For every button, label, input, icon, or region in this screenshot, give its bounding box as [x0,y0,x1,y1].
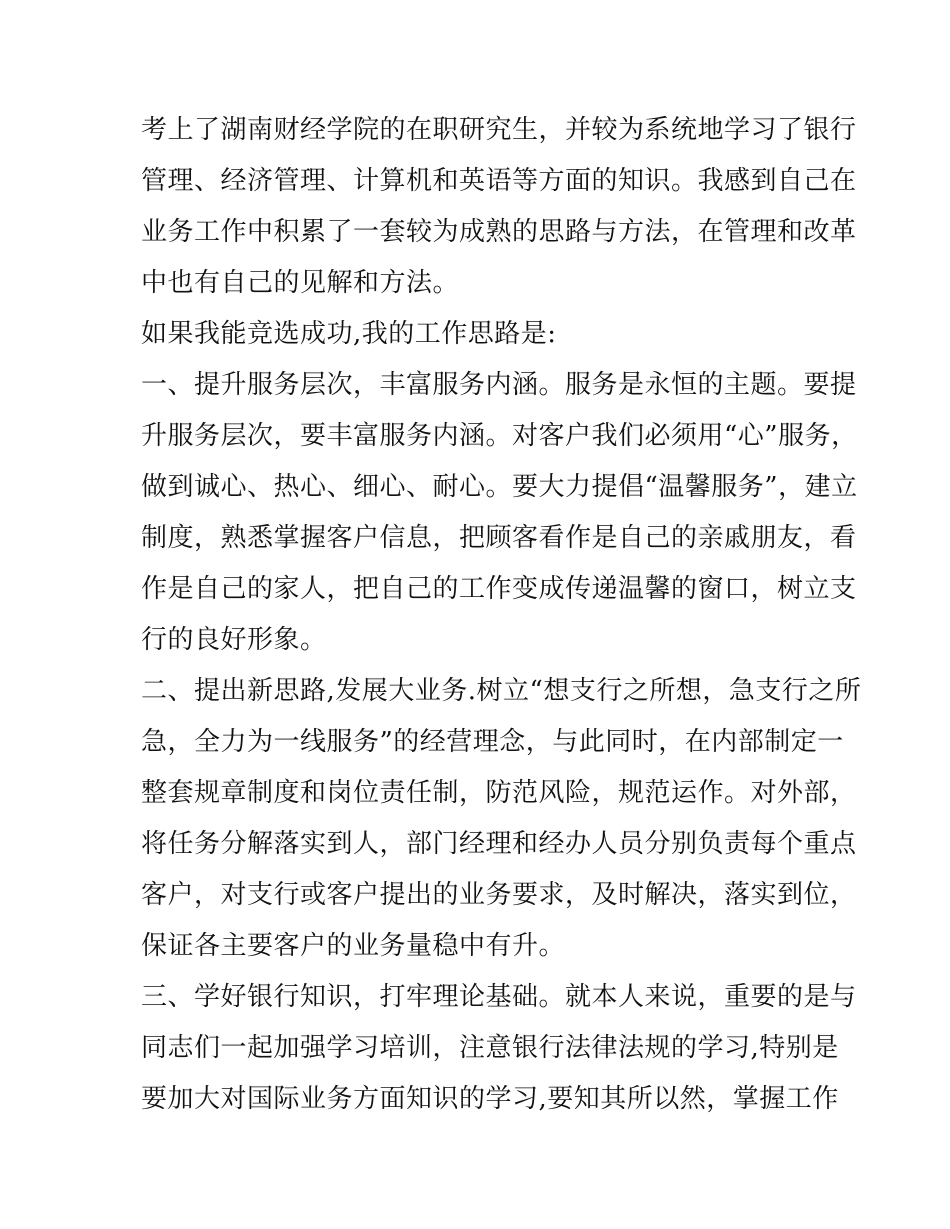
text-line: 三、学好银行知识，打牢理论基础。就本人来说，重要的是与 [141,982,857,1012]
text-line: 客户，对支行或客户提出的业务要求，及时解决，落实到位， [141,880,857,910]
text-line: 升服务层次，要丰富服务内涵。对客户我们必须用“心”服务， [141,421,858,451]
text-line: 将任务分解落实到人，部门经理和经办人员分别负责每个重点 [141,829,857,859]
text-line: 做到诚心、热心、细心、耐心。要大力提倡“温馨服务”，建立 [141,472,858,502]
text-line: 制度，熟悉掌握客户信息，把顾客看作是自己的亲戚朋友，看 [141,523,857,553]
text-line: 同志们一起加强学习培训，注意银行法律法规的学习,特别是 [141,1033,839,1063]
text-line: 要加大对国际业务方面知识的学习,要知其所以然，掌握工作 [141,1084,839,1114]
text-line: 二、提出新思路,发展大业务.树立“想支行之所想，急支行之所 [141,676,862,706]
text-line: 整套规章制度和岗位责任制，防范风险，规范运作。对外部， [141,778,857,808]
text-line: 管理、经济管理、计算机和英语等方面的知识。我感到自己在 [141,166,857,196]
text-line: 业务工作中积累了一套较为成熟的思路与方法，在管理和改革 [141,217,857,247]
body-text [141,105,862,1125]
text-line: 作是自己的家人，把自己的工作变成传递温馨的窗口，树立支 [141,574,857,604]
text-line: 急，全力为一线服务”的经营理念，与此同时，在内部制定一 [141,727,844,757]
text-line: 一、提升服务层次，丰富服务内涵。服务是永恒的主题。要提 [141,370,857,400]
text-line: 行的良好形象。 [141,625,327,655]
text-line: 保证各主要客户的业务量稳中有升。 [141,931,566,961]
text-line: 考上了湖南财经学院的在职研究生，并较为系统地学习了银行 [141,115,857,145]
text-line: 中也有自己的见解和方法。 [141,268,460,298]
text-line: 如果我能竞选成功,我的工作思路是: [141,319,557,349]
